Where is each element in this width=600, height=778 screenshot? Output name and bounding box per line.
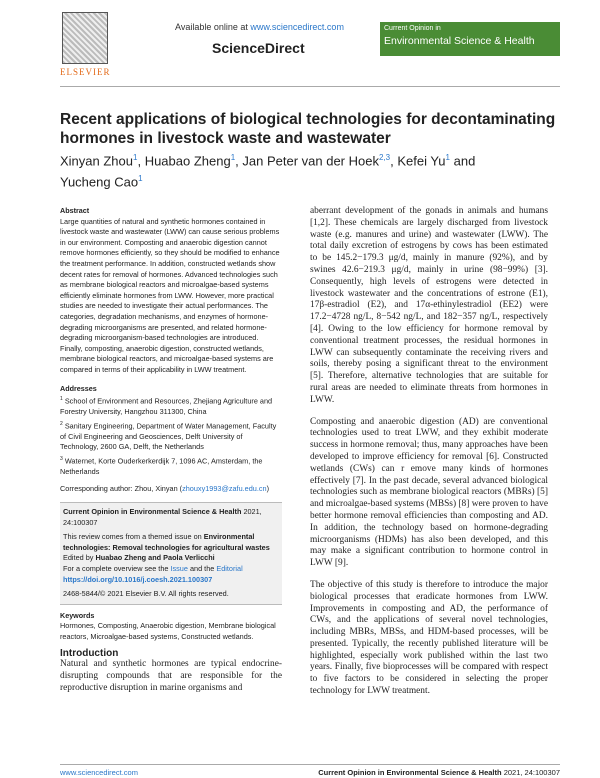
affiliation-ref[interactable]: 1	[138, 174, 143, 184]
themed-prefix: This review comes from a themed issue on	[63, 532, 202, 542]
author[interactable]: Yucheng Cao	[60, 174, 139, 190]
affiliation-number: 1	[60, 396, 63, 403]
body-paragraph-2: Composting and anaerobic digestion (AD) are conventional technologies used to treat LWW, and they exhibit moderate success in hormone removal; thus, many approaches have been developed to improve efficiency for removal [6]. Constructed wetlands (CWs) can r emove many kinds of hormones effectively [7]. In the past decade, several advanced biological technologies such as membrane biological reactors (MBRs) [5] and microalgae-based systems (MBSs) [8] were proven to have better hormone removal efficiencies than composting and AD. In addition, the technology based on hormone-degrading microorganisms (HDMs) has also been developed, and this may make a significant contribution to hormone control in LWW [9].	[310, 416, 548, 569]
header-divider	[60, 86, 560, 87]
abstract-text: Large quantities of natural and synthetic hormones contained in livestock waste and wastewater (LWW) can cause serious problems in our environment. Composting and anaerobic digestion cannot remove hormones efficiently, so they should be modified to enhance the treatment performance. In addition, constructed wetlands show decent rates for removal of hormones. Advanced technologies such as membrane biological reactors and microalgae-based systems efficiently eliminate hormones from LWW. However, more practical studies are needed to investigate their actual performances. The categories, degradation mechanisms, and enzymes of hormone-degrading microorganisms are presented, and related hormone-degrading microorganism-based technologies are introduced. Finally, composting, anaerobic digestion, constructed wetlands, membrane biological reactors, and microalgae-based systems are compared in terms of their applicability in LWW treatment.	[60, 216, 280, 374]
affiliation-ref[interactable]: 2,3	[378, 153, 391, 162]
affiliation-text: Waternet, Korte Ouderkerkerdijk 7, 1096 AC, Amsterdam, the Netherlands	[60, 456, 263, 476]
info-year-volume: 2021, 24:100307	[63, 507, 262, 527]
copyright: 2468-5844/© 2021 Elsevier B.V. All rights reserved.	[63, 589, 229, 599]
info-journal	[63, 507, 279, 528]
author[interactable]: Huabao Zheng	[144, 153, 231, 169]
edited-prefix: Edited by	[63, 553, 94, 563]
footer-divider	[60, 764, 560, 765]
doi-link[interactable]: https://doi.org/10.1016/j.coesh.2021.100307	[63, 574, 213, 584]
author-conjunction: and	[453, 153, 476, 169]
corresponding-prefix: Corresponding author: Zhou, Xinyan (	[60, 483, 183, 493]
author[interactable]: Jan Peter van der Hoek	[242, 153, 379, 169]
affiliation-item	[60, 454, 282, 478]
footer-ref: 2021, 24:100307	[503, 768, 560, 777]
article-title: Recent applications of biological technologies for decontaminating hormones in livestock waste and wastewater	[60, 111, 556, 147]
themed-issue	[63, 532, 279, 553]
journal-banner-title: Environmental Science & Health	[384, 35, 535, 47]
body-paragraph-1: aberrant development of the gonads in animals and humans [1,2]. These chemicals are largely discharged from livestock waste (e.g. manures and urine) and wastewater (LWW). The total daily excretion of estrogens by cows has been estimated to be 145.2−179.3 μg/d, mainly in manure (92%), and by swines 42.6−219.3 μg/d, mainly in urine (98−99%) [3]. Consequently, high levels of estrogens were detected in livestock wastewater and the concentrations of estrone (E1), 17β-estradiol (E2), and 17α-ethinylestradiol (EE2) were 17.2−4728 ng/L, 8−542 ng/L, and 182−357 ng/L, respectively [4]. Owing to the low efficiency for hormone removal by conventional treatment processes, the residual hormones in LWW can subsequently contaminate the receiving rivers and soils, thereby posing a significant threat to the environment [5]. Therefore, alternative technologies that are suitable for rural areas are needed to eliminate threats from hormones in LWW.	[310, 206, 548, 405]
affiliation-text: School of Environment and Resources, Zhejiang Agriculture and Forestry University, Hangzhou 311300, China	[60, 396, 273, 417]
addresses-label: Addresses	[60, 383, 97, 393]
body-paragraph-3: The objective of this study is therefore to introduce the major biological processes that eradicate hormones from LWW. Improvements in composting and AD, the performance of CWs, and the applications of several novel technologies, including MBRs, MBSs, and HDM-based processes, will be presented. Typically, the recently published literature will be highlighted, especially work published within the last two years. Finally, five bioprocesses will be compared with respect to five factors to be considered in selecting the proper technology for LWW treatment.	[310, 579, 548, 697]
corresponding-email-link[interactable]: zhouxy1993@zafu.edu.cn	[182, 483, 267, 493]
author[interactable]: Xinyan Zhou	[60, 153, 133, 169]
sciencedirect-brand: ScienceDirect	[212, 40, 305, 56]
affiliation-text: Sanitary Engineering, Department of Water Management, Faculty of Civil Engineering and Geosciences, Delft University of Technology, 2600 GA, Delft, the Netherlands	[60, 421, 277, 452]
overview-prefix: For a complete overview see the	[63, 564, 169, 574]
affiliation-ref[interactable]: 1	[133, 153, 138, 162]
right-column	[310, 206, 548, 708]
keywords-text: Hormones, Composting, Anaerobic digestion, Membrane biological reactors, Microalgae-based systems, Constructed wetlands.	[60, 621, 276, 642]
edited-by	[63, 553, 279, 564]
sciencedirect-link[interactable]: www.sciencedirect.com	[250, 22, 344, 32]
corresponding-author	[60, 484, 282, 495]
abstract-label: Abstract	[60, 206, 90, 215]
available-online	[175, 22, 344, 32]
overview-and: and the	[189, 564, 215, 574]
journal-banner-small: Current Opinion in	[384, 25, 441, 32]
affiliation-item	[60, 394, 282, 418]
article-info-box	[60, 502, 282, 605]
info-journal-name: Current Opinion in Environmental Science & Health	[63, 507, 242, 517]
elsevier-wordmark: ELSEVIER	[60, 67, 111, 77]
journal-banner[interactable]	[380, 22, 560, 56]
themed-topic: Environmental technologies: Removal technologies for agricultural wastes	[63, 532, 270, 552]
affiliation-ref[interactable]: 1	[445, 153, 450, 162]
editorial-link[interactable]: Editorial	[216, 564, 243, 574]
introduction-heading: Introduction	[60, 647, 119, 659]
affiliation-number: 2	[60, 420, 63, 427]
overview	[63, 564, 279, 575]
corresponding-suffix: )	[266, 483, 270, 493]
footer-website-link[interactable]: www.sciencedirect.com	[60, 768, 138, 777]
available-prefix: Available online at	[175, 22, 248, 32]
elsevier-logo[interactable]	[60, 12, 110, 78]
footer-journal: Current Opinion in Environmental Science & Health	[318, 768, 502, 777]
keywords-label: Keywords	[60, 610, 95, 620]
author[interactable]: Kefei Yu	[397, 153, 446, 169]
editor-names: Huabao Zheng and Paola Verlicchi	[95, 553, 215, 563]
left-column	[60, 206, 282, 695]
issue-link[interactable]: Issue	[170, 564, 188, 574]
elsevier-tree-icon	[62, 12, 108, 64]
affiliation-number: 3	[60, 455, 63, 462]
affiliation-item	[60, 419, 282, 453]
author-list: Xinyan Zhou$^1$, Huabao Zheng$^1$, Jan Peter van der Hoek$^{2,3}$, Kefei Yu$^1$ and Yucheng Cao$^1$	[60, 153, 476, 190]
affiliation-ref[interactable]: 1	[230, 153, 236, 162]
introduction-text: Natural and synthetic hormones are typical endocrine-disrupting compounds that are responsible for the reproductive disruption in marine organisms and	[60, 659, 282, 693]
footer-citation	[310, 768, 560, 777]
